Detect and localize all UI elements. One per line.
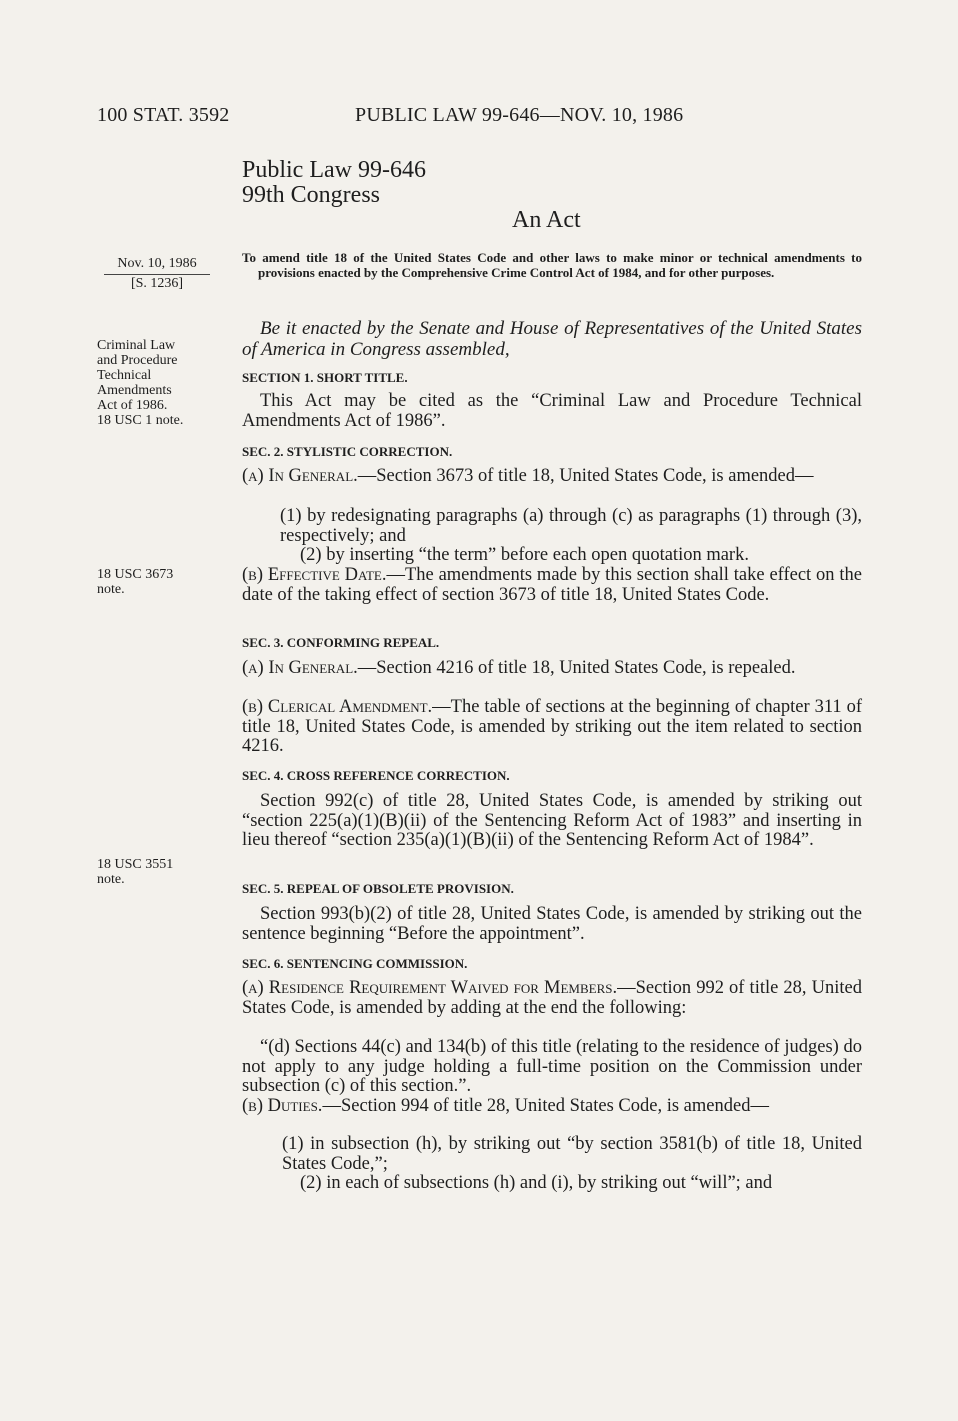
section-5-heading: SEC. 5. REPEAL OF OBSOLETE PROVISION. bbox=[242, 881, 514, 896]
section-2-paragraph-2: (2) by inserting “the term” before each open quotation mark. bbox=[300, 545, 749, 565]
section-6-paragraph-1: (1) in subsection (h), by striking out “by section 3581(b) of title 18, United States Code,”; bbox=[282, 1134, 862, 1174]
margin-line: Amendments bbox=[97, 383, 172, 398]
purpose-clause bbox=[242, 250, 862, 280]
margin-bill-number: [S. 1236] bbox=[130, 276, 184, 291]
law-number: Public Law 99-646 bbox=[242, 157, 426, 183]
section-6-paragraph-2: (2) in each of subsections (h) and (i), by striking out “will”; and bbox=[300, 1173, 773, 1193]
margin-line: Criminal Law bbox=[97, 338, 176, 353]
purpose-text: To amend title 18 of the United States Code and other laws to make minor or technical amendments to provisions enacted by the Comprehensive Crime Control Act of 1984, and for other purposes. bbox=[242, 250, 862, 280]
section-2-paragraph-1: (1) by redesignating paragraphs (a) through (c) as paragraphs (1) through (3), respectively; and bbox=[280, 506, 862, 546]
margin-line: note. bbox=[97, 872, 125, 887]
subsection-label: (b) Clerical Amendment. bbox=[242, 697, 433, 717]
section-4-text: Section 992(c) of title 28, United States Code, is amended by striking out “section 225(a)(1)(B)(ii) of the Sentencing Reform Act of 1983” and inserting in lieu thereof “section 235(a)(1)(B)(ii) of the Sentencing Reform Act of 1984”. bbox=[242, 791, 862, 850]
subsection-text: —Section 994 of title 28, United States Code, is amended— bbox=[322, 1096, 769, 1116]
section-2-subsection-a bbox=[242, 467, 862, 487]
section-4-heading: SEC. 4. CROSS REFERENCE CORRECTION. bbox=[242, 768, 510, 783]
congress: 99th Congress bbox=[242, 182, 380, 208]
section-6-subsection-b bbox=[242, 1097, 862, 1117]
subsection-label: (a) In General. bbox=[242, 466, 358, 486]
enacting-clause: Be it enacted by the Senate and House of Representatives of the United States of America in Congress assembled, bbox=[242, 318, 862, 360]
section-6-quoted-text: “(d) Sections 44(c) and 134(b) of this title (relating to the residence of judges) do not apply to any judge holding a full-time position on the Commission under subsection (c) of this section.”. bbox=[242, 1037, 862, 1096]
subsection-label: (a) Residence Requirement Waived for Members. bbox=[242, 978, 618, 998]
subsection-text: —Section 992 of title 28, United States Code, is amended by adding at the end the following: bbox=[242, 978, 862, 1018]
section-6-heading: SEC. 6. SENTENCING COMMISSION. bbox=[242, 956, 468, 971]
section-3-subsection-a bbox=[242, 659, 862, 679]
an-act-heading: An Act bbox=[512, 207, 581, 233]
subsection-text: —The table of sections at the beginning of chapter 311 of title 18, United States Code, is amended by striking out the item related to section 4216. bbox=[242, 697, 862, 756]
section-2-heading: SEC. 2. STYLISTIC CORRECTION. bbox=[242, 444, 453, 459]
section-3-heading: SEC. 3. CONFORMING REPEAL. bbox=[242, 635, 440, 650]
margin-note-3673 bbox=[97, 567, 217, 597]
page-stat-citation: 100 STAT. 3592 bbox=[97, 104, 230, 126]
running-header-law: PUBLIC LAW 99-646—NOV. 10, 1986 bbox=[355, 104, 684, 126]
margin-line: 18 USC 3551 bbox=[97, 857, 174, 872]
margin-note-3551 bbox=[97, 857, 217, 887]
margin-date: Nov. 10, 1986 bbox=[104, 256, 210, 275]
margin-line: note. bbox=[97, 582, 125, 597]
margin-line: Act of 1986. bbox=[97, 398, 168, 413]
margin-line: Technical bbox=[97, 368, 152, 383]
subsection-text: —Section 3673 of title 18, United States Code, is amended— bbox=[357, 466, 814, 486]
subsection-label: (b) Effective Date. bbox=[242, 565, 387, 585]
margin-line: 18 USC 3673 bbox=[97, 567, 174, 582]
subsection-text: —Section 4216 of title 18, United States Code, is repealed. bbox=[357, 658, 796, 678]
section-1-text: This Act may be cited as the “Criminal Law and Procedure Technical Amendments Act of 1986”. bbox=[242, 391, 862, 431]
section-1-heading: SECTION 1. SHORT TITLE. bbox=[242, 370, 408, 385]
subsection-text: —The amendments made by this section shall take effect on the date of the taking effect of section 3673 of title 18, United States Code. bbox=[242, 565, 862, 605]
section-3-subsection-b bbox=[242, 698, 862, 757]
section-6-subsection-a bbox=[242, 979, 862, 1018]
subsection-label: (a) In General. bbox=[242, 658, 358, 678]
margin-short-title-note bbox=[97, 338, 217, 428]
margin-line: and Procedure bbox=[97, 353, 178, 368]
section-2-subsection-b bbox=[242, 566, 862, 605]
section-5-text: Section 993(b)(2) of title 28, United States Code, is amended by striking out the sentence beginning “Before the appointment”. bbox=[242, 904, 862, 944]
subsection-label: (b) Duties. bbox=[242, 1096, 323, 1116]
margin-line: 18 USC 1 note. bbox=[97, 413, 184, 428]
